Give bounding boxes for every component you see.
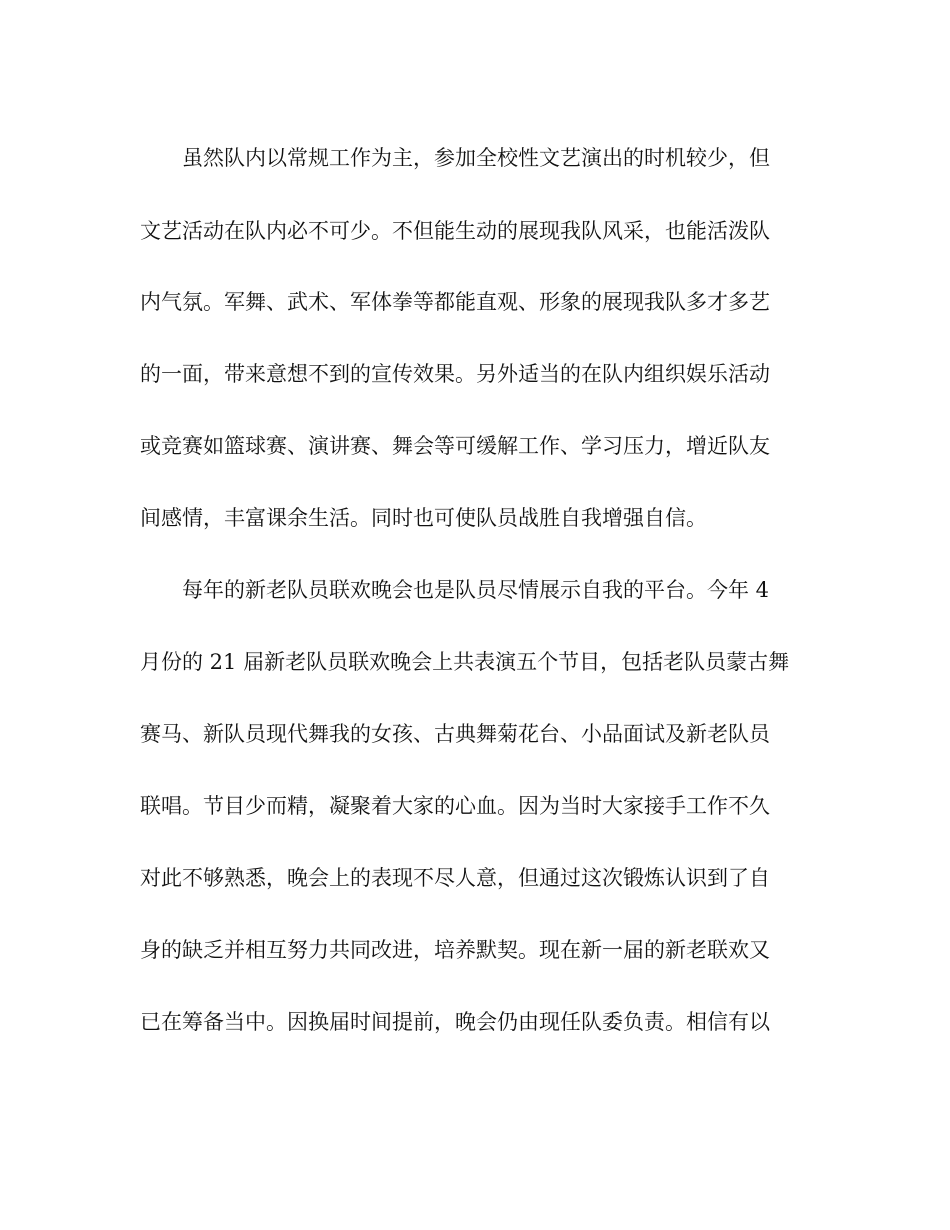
paragraph-line: 文艺活动在队内必不可少。不但能生动的展现我队风采，也能活泼队 <box>140 219 770 243</box>
paragraph-line: 每年的新老队员联欢晚会也是队员尽情展示自我的平台。今年 4 <box>182 578 770 602</box>
paragraph-line: 虽然队内以常规工作为主，参加全校性文艺演出的时机较少，但 <box>182 146 770 170</box>
paragraph-line: 身的缺乏并相互努力共同改进，培养默契。现在新一届的新老联欢又 <box>140 938 770 962</box>
paragraph-line: 对此不够熟悉，晚会上的表现不尽人意，但通过这次锻炼认识到了自 <box>140 866 770 890</box>
paragraph-line: 间感情，丰富课余生活。同时也可使队员战胜自我增强自信。 <box>140 506 707 530</box>
paragraph-line: 赛马、新队员现代舞我的女孩、古典舞菊花台、小品面试及新老队员 <box>140 722 770 746</box>
paragraph-line: 的一面，带来意想不到的宣传效果。另外适当的在队内组织娱乐活动 <box>140 362 770 386</box>
paragraph-line: 月份的 21 届新老队员联欢晚会上共表演五个节目，包括老队员蒙古舞 <box>140 650 790 674</box>
paragraph-line: 已在筹备当中。因换届时间提前，晚会仍由现任队委负责。相信有以 <box>140 1010 770 1034</box>
paragraph-line: 或竞赛如篮球赛、演讲赛、舞会等可缓解工作、学习压力，增近队友 <box>140 434 770 458</box>
paragraph-line: 内气氛。军舞、武术、军体拳等都能直观、形象的展现我队多才多艺 <box>140 290 770 314</box>
paragraph-line: 联唱。节目少而精，凝聚着大家的心血。因为当时大家接手工作不久 <box>140 794 770 818</box>
